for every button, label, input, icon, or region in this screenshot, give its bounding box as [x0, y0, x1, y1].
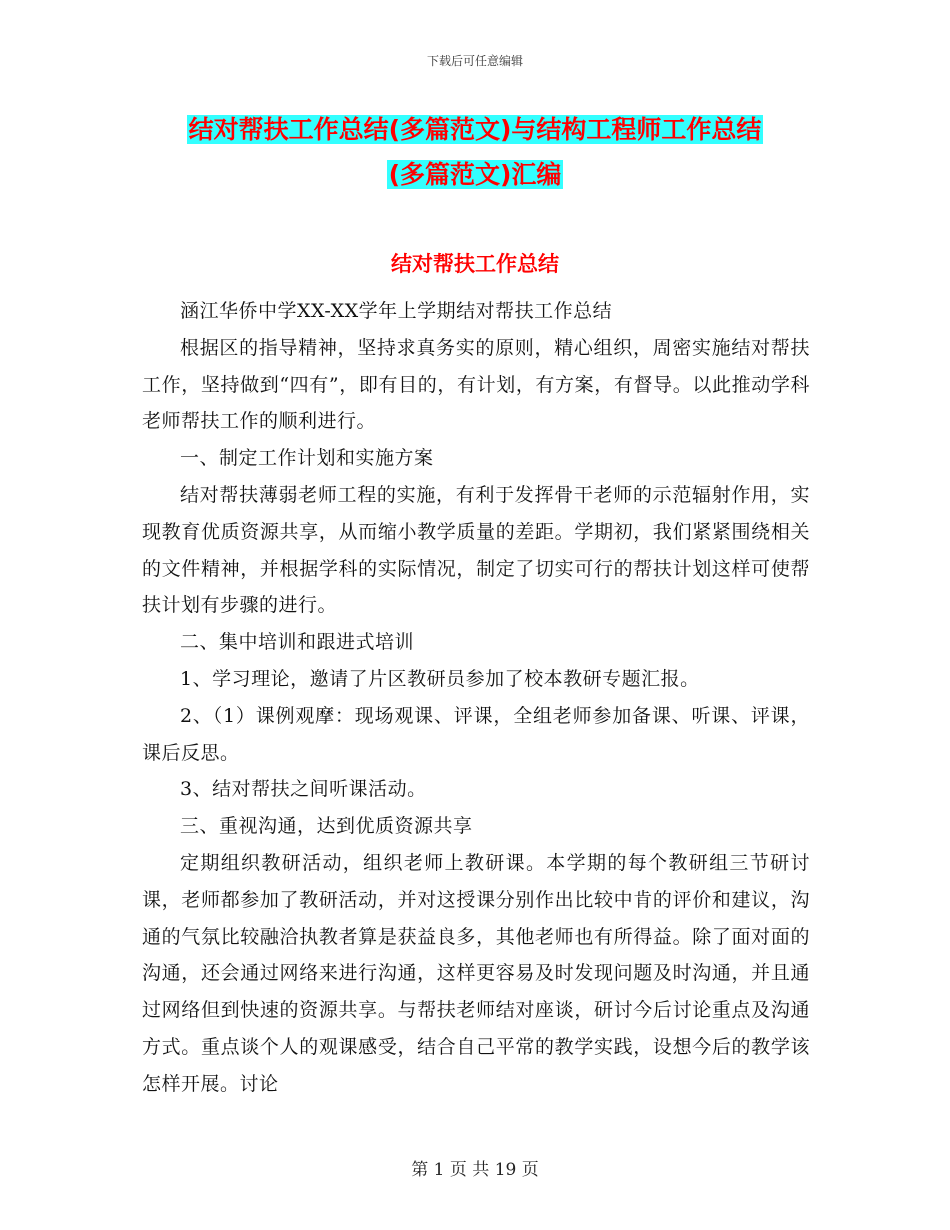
heading-training: 二、集中培训和跟进式培训	[180, 631, 415, 654]
header-download-note: 下载后可任意编辑	[426, 54, 523, 68]
document-title-line-1	[0, 110, 950, 150]
heading-communication: 三、重视沟通，达到优质资源共享	[180, 815, 473, 838]
paragraph-subtitle: 涵江华侨中学XX-XX学年上学期结对帮扶工作总结	[180, 300, 613, 322]
document-title-line-2-text: (多篇范文)汇编	[388, 160, 562, 189]
list-item-2: 2、（1）课例观摩：现场观课、评课，全组老师参加备课、听课、评课，课后反思。	[142, 704, 810, 764]
document-title-line-1-text: 结对帮扶工作总结(多篇范文)与结构工程师工作总结	[188, 115, 762, 144]
paragraph-plan: 结对帮扶薄弱老师工程的实施，有利于发挥骨干老师的示范辐射作用，实现教育优质资源共享，从而缩小教学质量的差距。学期初，我们紧紧围绕相关的文件精神，并根据学科的实际情况，制定了切实可行的帮扶计划这样可使帮扶计划有步骤的进行。	[142, 483, 810, 617]
paragraph-intro: 根据区的指导精神，坚持求真务实的原则，精心组织，周密实施结对帮扶工作，坚持做到“四有”，即有目的，有计划，有方案，有督导。以此推动学科老师帮扶工作的顺利进行。	[142, 336, 810, 433]
document-body	[142, 293, 810, 1103]
list-item-3: 3、结对帮扶之间听课活动。	[180, 778, 427, 801]
section-title: 结对帮扶工作总结	[391, 252, 559, 276]
document-title-line-2	[0, 155, 950, 195]
list-item-1: 1、学习理论，邀请了片区教研员参加了校本教研专题汇报。	[180, 667, 700, 690]
heading-plan: 一、制定工作计划和实施方案	[180, 447, 434, 470]
page-number: 第 1 页 共 19 页	[411, 1160, 539, 1180]
paragraph-communication: 定期组织教研活动，组织老师上教研课。本学期的每个教研组三节研讨课，老师都参加了教研活动，并对这授课分别作出比较中肯的评价和建议，沟通的气氛比较融洽执教者算是获益良多，其他老师也有所得益。除了面对面的沟通，还会通过网络来进行沟通，这样更容易及时发现问题及时沟通，并且通过网络但到快速的资源共享。与帮扶老师结对座谈，研讨今后讨论重点及沟通方式。重点谈个人的观课感受，结合自己平常的教学实践，设想今后的教学该怎样开展。讨论	[142, 851, 810, 1095]
